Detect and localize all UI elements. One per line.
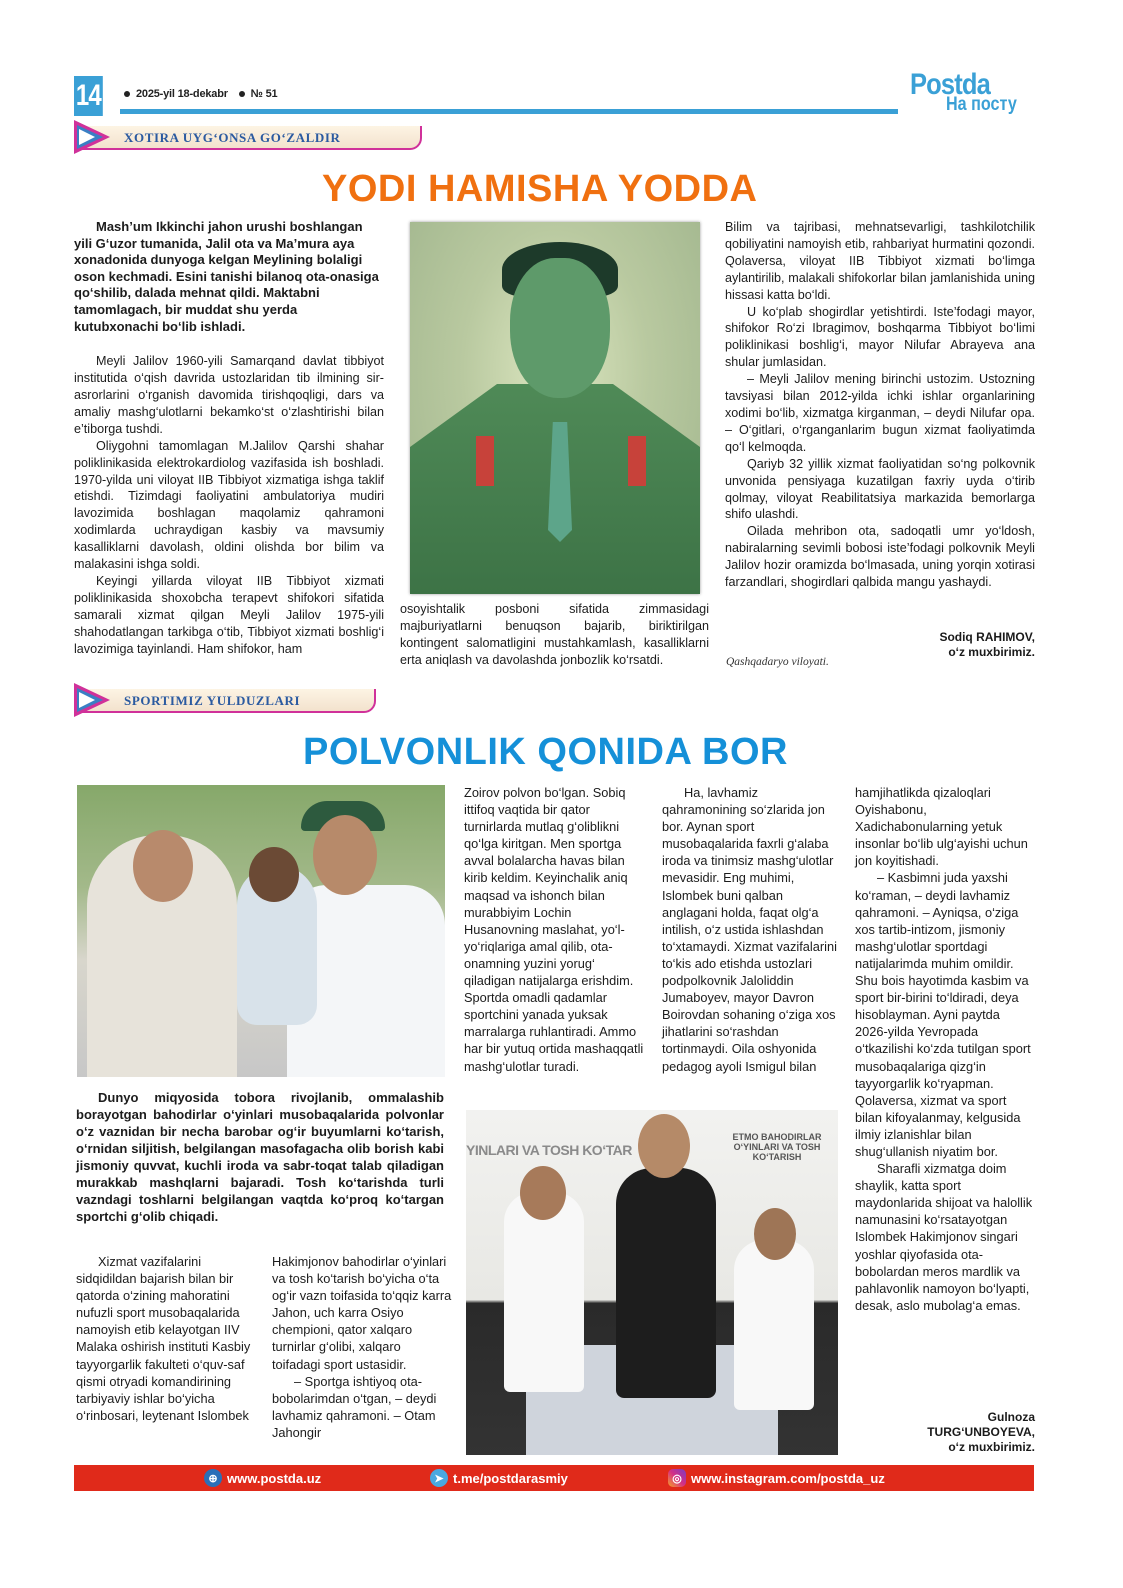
article2-byline <box>860 1410 1035 1455</box>
issue-date: 2025-yil 18-dekabr <box>136 88 228 100</box>
paragraph: Meyli Jalilov 1960-yili Samarqand davlat tibbiyot institutida o‘qish davrida ustozlaridan tib ilmining sir-asrorlarini o‘rganish davomida tirishqoqligi, dars va amaliy mashg‘ulotlarni bekamko‘st o‘zlashtirishi bilan e’tiborga tushdi. <box>74 354 384 436</box>
family-photo <box>77 785 445 1077</box>
paragraph: Keyingi yillarda viloyat IIB Tibbiyot xizmati poliklinikasida shoxobcha terapevt shifokori sifatida samarali xizmat qilgan Meyli Jalilov 1975-yili shahodatlangan tarkibga o‘tib, Tibbiyot xizmati boshlig‘i lavozimiga tayinlandi. Ham shifokor, ham <box>74 573 384 656</box>
footer-bar <box>74 1465 1034 1491</box>
article1-column-1 <box>74 219 384 657</box>
newspaper-logo <box>910 68 1035 120</box>
globe-icon: ⊕ <box>204 1469 222 1487</box>
article2-column-1 <box>76 1253 251 1424</box>
article2-lead: Dunyo miqyosida tobora rivojlanib, ommalashib borayotgan bahodirlar o‘yinlari musobaqalarida polvonlar o‘z vaznidan bir necha barobar og‘ir buyumlarni ko‘tarish, o‘rnidan siljitish, belgilangan masofagacha olib borish kabi jismoniy quvvat, kuchli iroda va sabr-toqat talab qiladigan murakkab mashqlarni bajaradi. Tosh ko‘tarishda turli vazndagi toshlarni belgilangan vaqtda ko‘proq ko‘targan sportchi g‘olib chiqadi. <box>76 1090 444 1224</box>
author-role: o‘z muxbirimiz. <box>948 1440 1035 1454</box>
article1-lead: Mash’um Ikkinchi jahon urushi boshlangan yili G‘uzor tumanida, Jalil ota va Ma’mura aya xonadonida dunyoga kelgan Meylining bolaligi oson kechmadi. Esini tanishi bilanoq ota-onasiga qo‘shilib, dalada mehnat qildi. Maktabni tamomlagach, bir muddat shu yerda kutubxonachi bo‘lib ishladi. <box>74 219 379 334</box>
rubric-memory <box>74 120 422 154</box>
page-number: 14 <box>74 76 103 116</box>
telegram-link[interactable] <box>430 1469 568 1487</box>
paragraph: U ko‘plab shogirdlar yetishtirdi. Iste’fodagi mayor, shifokor Ro‘zi Ibragimov, boshqarma Tibbiyot bo‘limi poliklinikasi boshlig‘i, mayor Nilufar Abrayeva ana shular jumlasidan. <box>725 304 1035 370</box>
paragraph: – Sportga ishtiyoq ota-bobolarimdan o‘tgan, – deydi lavhamiz qahramoni. – Otam Jahongir <box>272 1373 437 1440</box>
article2-column-3 <box>464 784 644 1075</box>
author-last-name: TURG‘UNBOYEVA, <box>927 1425 1035 1439</box>
paragraph: Oilada mehribon ota, sadoqatli umr yo‘ldosh, nabiralarning sevimli bobosi iste’fodagi polkovnik Meyli Jalilov hozir oramizda bo‘lmasada, uning yorqin xotirasi farzandlari, shogirdlari qalbida mangu yashaydi. <box>725 524 1035 590</box>
header-rule <box>120 109 898 114</box>
paragraph: Sharafli xizmatga doim shaylik, katta sport maydonlarida shijoat va halollik namunasini ko‘rsatayotgan Islombek Hakimjonov singari yoshlar qiyofasida ota-bobolardan meros mardlik va pahlavonlik namoyon bo‘lyapti, desak, aslo mubolag‘a emas. <box>855 1161 1033 1313</box>
website-link[interactable] <box>204 1469 321 1487</box>
article1-byline <box>860 630 1035 660</box>
bullet-icon <box>239 91 245 97</box>
instagram-link[interactable] <box>668 1469 885 1487</box>
paragraph: Xizmat vazifalarini sidqidildan bajarish bilan bir qatorda o‘zining mahoratini nufuzli sport musobaqalarida namoyish etib kelayotgan IIV Malaka oshirish instituti Kasbiy tayyorgarlik fakulteti o‘quv-saf qismi otryadi komandirining tarbiyaviy ishlar bo‘yicha o‘rinbosari, leytenant Islombek <box>76 1254 251 1423</box>
article2-column-4 <box>662 784 840 1075</box>
podium-photo <box>466 1110 838 1455</box>
website-label: www.postda.uz <box>227 1470 322 1486</box>
author-name: Sodiq RAHIMOV, <box>939 630 1035 644</box>
telegram-icon: ➤ <box>430 1469 448 1487</box>
portrait-photo <box>410 222 700 594</box>
bullet-icon <box>124 91 130 97</box>
article1-place: Qashqadaryo viloyati. <box>726 656 829 668</box>
paragraph: Qariyb 32 yillik xizmat faoliyatidan so‘ng polkovnik unvonida pensiyaga kuzatilgan faxriy uydа o‘tirib qolmay, viloyat Reabilitatsiya markazida bemorlarga shifo ulashdi. <box>725 456 1035 522</box>
rubric-label: SPORTIMIZ YULDUZLARI <box>124 693 301 708</box>
article1-title: YODI HAMISHA YODDA <box>322 168 758 210</box>
issue-number: № 51 <box>250 88 278 100</box>
issue-info <box>124 88 277 100</box>
photo-banner-right-text: ETMO BAHODIRLAR O‘YINLARI VA TOSH KO‘TARISH <box>732 1132 822 1162</box>
paragraph: – Meyli Jalilov mening birinchi ustozim. Ustozning tavsiyasi bilan 2012-yilda ichki ishlar organlarining xodimi bo‘lib, xizmatga kirganman, – deydi Nilufar opa. – O‘gitlari, o‘rganganlarim bugun xizmat faoliyatimda qo‘l kelmoqda. <box>725 372 1035 454</box>
article2-column-2 <box>272 1253 452 1441</box>
rubric-sport <box>74 683 376 717</box>
article1-column-2 <box>400 601 709 669</box>
paragraph: osoyishtalik posboni sifatida zimmasidagi majburiyatlarni benuqson bajarib, biriktirilgan kontingent salomatligini mustahkamlash, kasalliklarni erta aniqlash va davolashda jonbozlik ko‘rsatdi. <box>400 602 709 667</box>
article2-title: POLVONLIK QONIDA BOR <box>303 731 788 773</box>
rubric-label: XOTIRA UYG‘ONSA GO‘ZALDIR <box>124 130 341 145</box>
paragraph: Ha, lavhamiz qahramonining so‘zlarida jon bor. Aynan sport musobaqalarida faxrli g‘alaba iroda va tinimsiz mashg‘ulotlar mevasidir. Eng muhimi, Islombek buni qalban anglagani holda, faqat olg‘a intilish, o‘z ustida ishlashdan to‘xtamaydi. Xizmat vazifalarini to‘kis ado etishda ustozlari podpolkovnik Jaloliddin Jumaboyev, mayor Davron Boirovdan sohaning o‘ziga xos jihatlarini so‘rashdan tortinmaydi. Oila oshyonida pedagog ayoli Ismigul bilan <box>662 785 837 1074</box>
photo-banner-text: YINLARI VA TOSH KO‘TAR <box>466 1142 632 1158</box>
paragraph: Bilim va tajribasi, mehnatsevarligi, tashkilotchilik qobiliyatini namoyish etib, rahbariyat hurmatini qozondi. Qolaversa, viloyat IIB Tibbiyot xizmati bo‘limga aylantirilib, malakali shifokorlar bilan jamlanishida uning hissasi katta bo‘ldi. <box>725 220 1035 302</box>
paragraph: hamjihatlikda qizaloqlari Oyishabonu, Xadichabonularning yetuk insonlar bo‘lib ulg‘ayishi uchun jon koyitishadi. <box>855 785 1028 869</box>
article2-column-5 <box>855 784 1035 1314</box>
paragraph: Oliygohni tamomlagan M.Jalilov Qarshi shahar poliklinikasida elektrokardiolog vazifasida ish boshladi. 1970-yilda uni viloyat IIB Tibbiyot xizmatiga ishga taklif etishdi. Tizimdagi faoliyatini ambulatoriya mudiri lavozimida boshlagan maqolamiz qahramoni xodimlarda uchraydigan kasbiy va mavsumiy kasalliklarni davolash, oldini olishda bor bilim va malakasini ishga soldi. <box>74 438 384 572</box>
author-first-name: Gulnoza <box>987 1410 1035 1424</box>
author-role: o‘z muxbirimiz. <box>948 645 1035 659</box>
paragraph: Zoirov polvon bo‘lgan. Sobiq ittifoq vaqtida bir qator turnirlarda mutlaq g‘olibliknі qo‘lga kiritgan. Men sportga avval bolalarcha havas bilan kirib keldim. Keyinchalik aniq maqsad va ishonch bilan murabbiyim Lochin Husanovning maslahat, yo‘l-yo‘riqlariga amal qilib, ota-onamning yuzini yorug‘ qiladigan natijalarga erishdim. Sportda omadli qadamlar sportchini yanada yuksak marralarga ruhlantiradi. Ammo har bir yutuq ortida mashaqqatli mashg‘ulotlar turadi. <box>464 785 644 1074</box>
article1-column-3 <box>725 219 1035 591</box>
instagram-icon: ◎ <box>668 1469 686 1487</box>
paragraph: Hakimjonov bahodirlar o‘yinlari va tosh ko‘tarish bo‘yicha o‘ta og‘ir vazn toifasida to‘qqiz karra Jahon, uch karra Osiyo chempioni, qator xalqaro turnirlar g‘olibi, xalqaro toifadagi sport ustasidir. <box>272 1254 452 1372</box>
instagram-label: www.instagram.com/postda_uz <box>691 1470 885 1486</box>
telegram-label: t.me/postdarasmiy <box>453 1470 568 1486</box>
article2-lead-block <box>76 1089 444 1225</box>
paragraph: – Kasbimni juda yaxshi ko‘raman, – deydi lavhamiz qahramoni. – Ayniqsa, o‘ziga xos tartib-intizom, jismoniy mashg‘ulotlar sportdagi natijalarimda muhim omildir. Shu bois hayotimda kasbim va sport bir-birini to‘ldiradi, deya hisoblayman. Ayni paytda 2026-yilda Yevropada o‘tkazilishi ko‘zda tutilgan sport musobaqalariga qizg‘in tayyorgarlik ko‘ryapman. Qolaversa, xizmat va sport bilan kifoyalanmay, kelgusida ilmiy izlanishlar bilan shug‘ullanish niyatim bor. <box>855 870 1031 1159</box>
logo-line2: На посту <box>946 94 1017 115</box>
logo-line1: Postda <box>910 68 990 101</box>
